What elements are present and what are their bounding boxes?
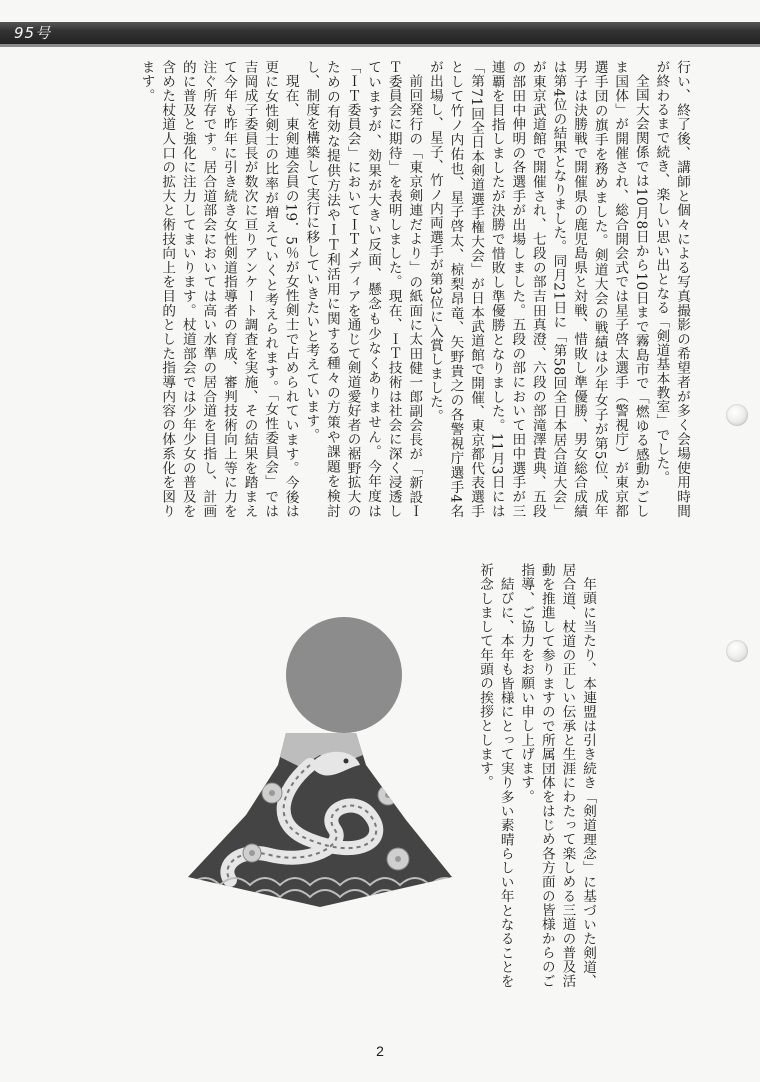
mount-fuji-dragon-icon — [160, 615, 482, 915]
paragraph: 現在、東剣連会員の19．5％が女性剣士で占められています。今後は更に女性剣士の比率が増えていくと考えられます。「女性委員会」では吉岡成子委員長が数次に亘りアンケート調査を実施、その結果を踏まえて今年も昨年に引き続き女性剣道指導者の育成、審判技術向上等に力を注ぐ所存です。居合道部会においては高い水準の居合道を目指し、計画的に普及と強化に注力してまいります。杖道部会では少年少女の普及を含めた杖道人口の拡大と術技向上を目的とした指導内容の体系化を図ります。 — [138, 60, 299, 518]
binder-hole — [726, 640, 748, 662]
sun-shape — [286, 617, 402, 733]
paragraph: 前回発行の「東京剣連だより」の紙面に太田健一郎副会長が「新設ＩＴ委員会に期待」を表明しました。現在、ＩＴ技術は社会に深く浸透していますが、効果が大きい反面、懸念も少なくありません。今年度は「ＩＴ委員会」においてＩＴメディアを通じて剣道愛好者の裾野拡大のための有効な提供方法やＩＴ利活用に関する種々の方策や課題を検討し、制度を構築して実行に移していきたいと考えています。 — [303, 60, 423, 518]
issue-number: 95号 — [14, 24, 52, 42]
header-band — [0, 22, 760, 44]
paragraph: 全国大会関係では10月8日から10日まで霧島市で「燃ゆる感動かごしま国体」が開催され、総合開会式では星子啓太選手（警視庁）が東京都選手団の旗手を務めました。剣道大会の戦績は少年女子が第5位、成年男子は決勝戦で開催県の鹿児島県と対戦、惜敗し準優勝、男女総合成績は第4位の結果となりました。同月21日に「第58回全日本居合道大会」が東京武道館で開催され、七段の部吉田真澄、六段の部滝澤貴典、五段の部田中伸明の各選手が出場しました。五段の部において田中選手が三連覇を目指しましたが決勝で惜敗し準優勝となりました。11月3日には「第71回全日本剣道選手権大会」が日本武道館で開催、東京都代表選手として竹ノ内佑也、星子啓太、椋梨昂竜、矢野貴之の各警視庁選手4名が出場し、星子、竹ノ内両選手が第3位に入賞しました。 — [426, 60, 649, 518]
bamboo-leaf-shape — [408, 799, 432, 819]
plum-blossom-shape — [378, 785, 398, 805]
paragraph: 年頭に当たり、本連盟は引き続き「剣道理念」に基づいた剣道、居合道、杖道の正しい伝承と生涯にわたって楽しめる三道の普及活動を推進して参りますので所属団体をはじめ各方面の皆様からのご指導、ご協力をお願い申し上げます。 — [518, 563, 596, 988]
closing-text-column — [477, 563, 598, 988]
main-text-column — [74, 60, 692, 518]
binder-hole — [726, 404, 748, 426]
paragraph: 行い、終了後、講師と個々による写真撮影の希望者が多く会場使用時間が終わるまで続き、楽しい思い出となる「剣道基本教室」でした。 — [653, 60, 690, 518]
page-number: 2 — [376, 1043, 384, 1059]
paragraph: 結びに、本年も皆様にとって実り多い素晴らしい年となることを祈念しまして年頭の挨拶とします。 — [477, 563, 514, 988]
